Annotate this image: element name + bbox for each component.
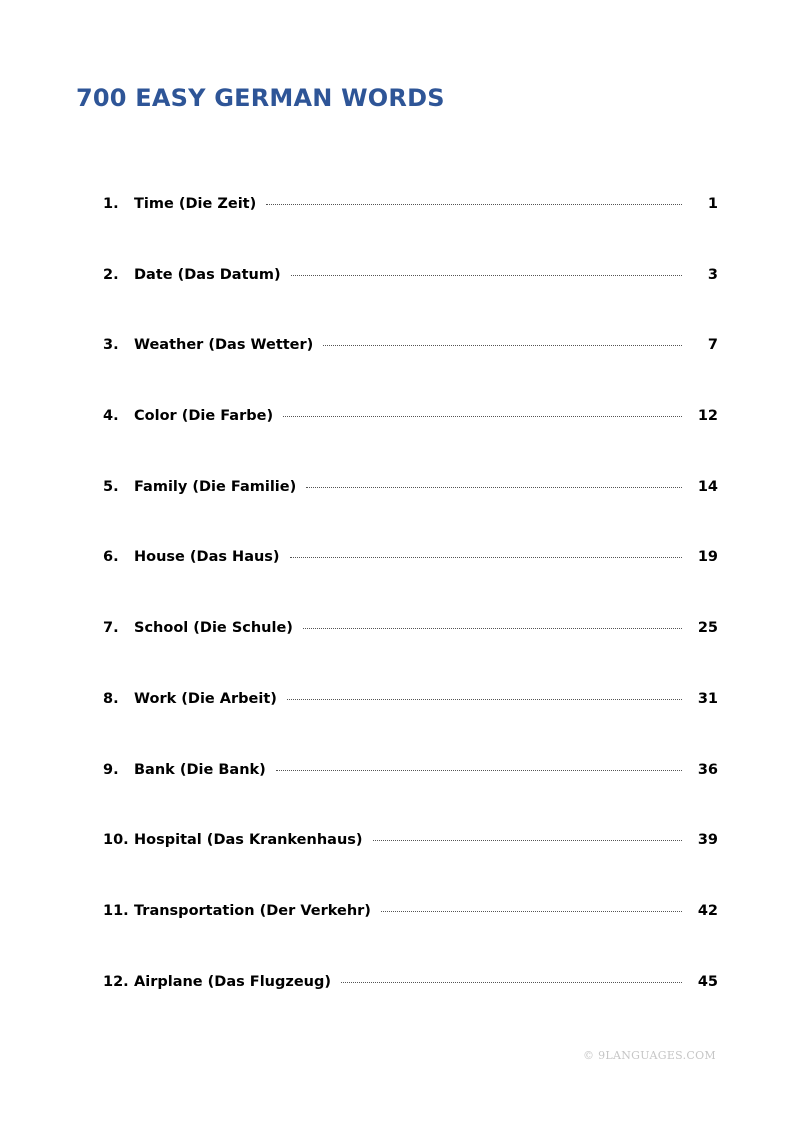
toc-entry-number: 3. (103, 337, 119, 354)
toc-entry-page: 3 (707, 266, 718, 283)
toc-entry-page: 25 (697, 620, 718, 637)
toc-entry-page: 7 (707, 337, 718, 354)
toc-entry[interactable] (103, 895, 718, 966)
toc-entry-page: 39 (697, 832, 718, 849)
toc-entry-title: Transportation (Der Verkehr) (134, 902, 371, 919)
toc-entry-number: 11. (103, 902, 129, 919)
dot-leader (283, 416, 682, 417)
dot-leader (290, 557, 682, 558)
dot-leader (341, 982, 682, 983)
toc-entry-page: 45 (697, 973, 718, 990)
dot-leader (276, 770, 682, 771)
toc-entry-number: 8. (103, 690, 119, 707)
toc-entry[interactable] (103, 966, 718, 1037)
dot-leader (266, 204, 682, 205)
toc-entry-title: Family (Die Familie) (134, 478, 297, 495)
toc-entry-title: Color (Die Farbe) (134, 408, 274, 425)
toc-entry-number: 12. (103, 973, 129, 990)
toc-entry-page: 14 (697, 478, 718, 495)
toc-entry-page: 12 (697, 408, 718, 425)
toc-entry[interactable] (103, 471, 718, 542)
toc-entry[interactable] (103, 754, 718, 825)
dot-leader (373, 840, 682, 841)
table-of-contents (103, 188, 718, 1036)
toc-entry[interactable] (103, 683, 718, 754)
toc-entry-number: 5. (103, 478, 119, 495)
toc-entry[interactable] (103, 259, 718, 330)
toc-entry-number: 6. (103, 549, 119, 566)
toc-entry-title: Weather (Das Wetter) (134, 337, 314, 354)
toc-entry-number: 2. (103, 266, 119, 283)
toc-entry[interactable] (103, 329, 718, 400)
toc-entry-title: Date (Das Datum) (134, 266, 281, 283)
toc-entry-title: Bank (Die Bank) (134, 761, 266, 778)
toc-entry[interactable] (103, 188, 718, 259)
toc-entry-number: 10. (103, 832, 129, 849)
toc-entry-number: 7. (103, 620, 119, 637)
dot-leader (287, 699, 682, 700)
toc-entry-page: 31 (697, 690, 718, 707)
toc-entry-page: 42 (697, 902, 718, 919)
copyright-watermark: © 9LANGUAGES.COM (583, 1049, 716, 1062)
toc-entry-page: 19 (697, 549, 718, 566)
toc-entry[interactable] (103, 541, 718, 612)
toc-entry[interactable] (103, 824, 718, 895)
toc-entry[interactable] (103, 400, 718, 471)
toc-entry-number: 1. (103, 196, 119, 212)
toc-entry-number: 4. (103, 408, 119, 425)
toc-entry-page: 1 (707, 196, 718, 212)
page-title: 700 EASY GERMAN WORDS (76, 84, 445, 112)
dot-leader (291, 275, 682, 276)
dot-leader (303, 628, 682, 629)
toc-entry[interactable] (103, 612, 718, 683)
toc-entry-title: Airplane (Das Flugzeug) (134, 973, 331, 990)
toc-entry-page: 36 (697, 761, 718, 778)
toc-entry-title: Time (Die Zeit) (134, 196, 257, 212)
dot-leader (323, 345, 682, 346)
toc-entry-title: Hospital (Das Krankenhaus) (134, 832, 363, 849)
dot-leader (381, 911, 682, 912)
toc-entry-title: House (Das Haus) (134, 549, 280, 566)
dot-leader (306, 487, 682, 488)
toc-entry-title: Work (Die Arbeit) (134, 690, 277, 707)
toc-entry-title: School (Die Schule) (134, 620, 293, 637)
toc-entry-number: 9. (103, 761, 119, 778)
